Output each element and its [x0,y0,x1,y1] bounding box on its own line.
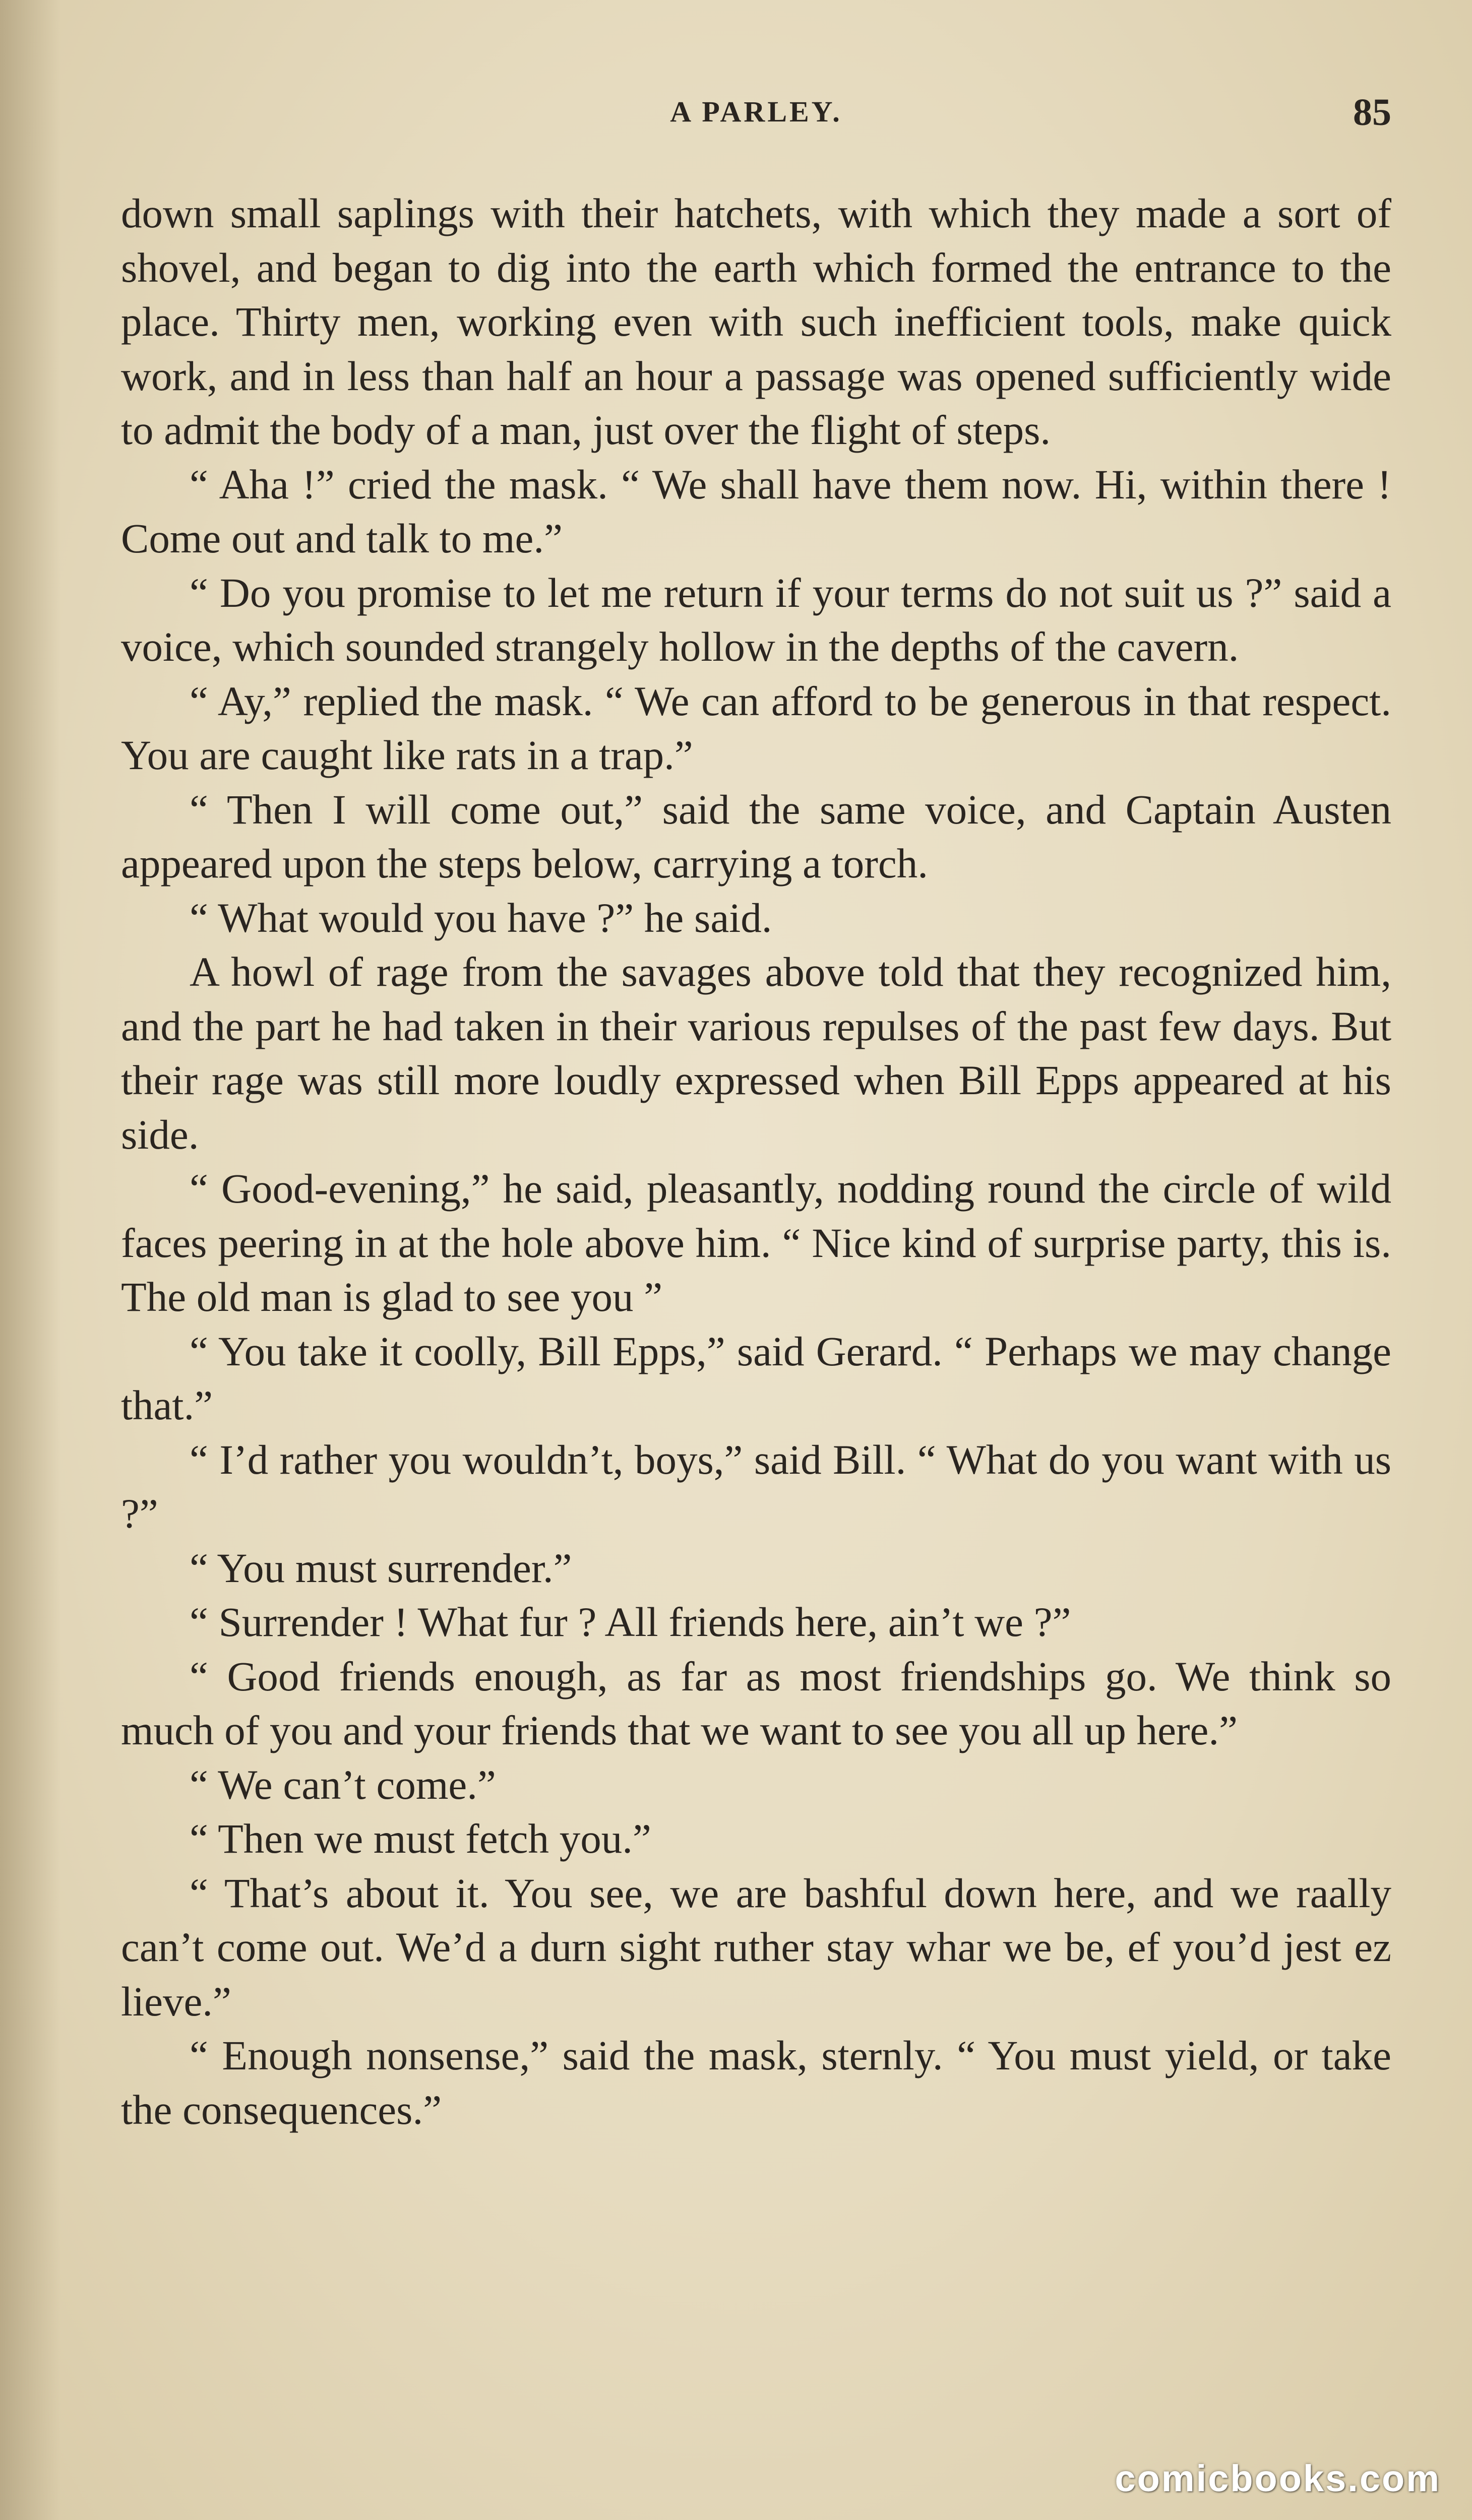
paragraph: “ That’s about it. You see, we are bashful down here, and we raally can’t come out. We’d a durn sight ruther stay whar we be, ef you’d jest ez lieve.” [121,1869,1391,2025]
paragraph: “ You take it coolly, Bill Epps,” said Gerard. “ Perhaps we may change that.” [121,1328,1391,1428]
paragraph: “ Do you promise to let me return if your terms do not suit us ?” said a voice, which sounded strangely hollow in the depths of the cavern. [121,569,1391,670]
body-text [121,186,1391,2137]
paragraph: “ Then I will come out,” said the same voice, and Captain Austen appeared upon the steps below, carrying a torch. [121,786,1391,887]
paragraph: “ You must surrender.” [190,1544,572,1591]
paragraph: “ I’d rather you wouldn’t, boys,” said Bill. “ What do you want with us ?” [121,1436,1391,1537]
paragraph: “ Good-evening,” he said, pleasantly, nodding round the circle of wild faces peering in at the hole above him. “ Nice kind of surprise party, this is. The old man is glad to see you ” [121,1165,1391,1320]
page-header [121,91,1391,146]
paragraph: “ Good friends enough, as far as most friendships go. We think so much of you and your friends that we want to see you all up here.” [121,1653,1391,1753]
site-watermark: comicbooks.com [1115,2458,1441,2499]
running-head: A PARLEY. [670,95,842,128]
paragraph: “ What would you have ?” he said. [190,894,772,941]
paragraph: “ Aha !” cried the mask. “ We shall have them now. Hi, within there ! Come out and talk to me.” [121,461,1391,561]
paragraph: “ Ay,” replied the mask. “ We can afford to be generous in that respect. You are caught like rats in a trap.” [121,677,1391,778]
paragraph: “ Then we must fetch you.” [190,1815,651,1862]
paragraph: down small saplings with their hatchets, with which they made a sort of shovel, and began to dig into the earth which formed the entrance to the place. Thirty men, working even with such inefficient tools, make quick work, and in less than half an hour a passage was opened sufficiently wide to admit the body of a man, just over the flight of steps. [121,190,1391,453]
page-number: 85 [1353,91,1391,134]
paragraph: “ We can’t come.” [190,1761,496,1808]
paragraph: “ Surrender ! What fur ? All friends here, ain’t we ?” [190,1599,1071,1645]
paragraph: “ Enough nonsense,” said the mask, sternly. “ You must yield, or take the consequences.” [121,2032,1391,2133]
page-edge-shadow [0,0,60,2520]
paragraph: A howl of rage from the savages above told that they recognized him, and the part he had taken in their various repulses of the past few days. But their rage was still more loudly expressed when Bill Epps appeared at his side. [121,949,1391,1158]
